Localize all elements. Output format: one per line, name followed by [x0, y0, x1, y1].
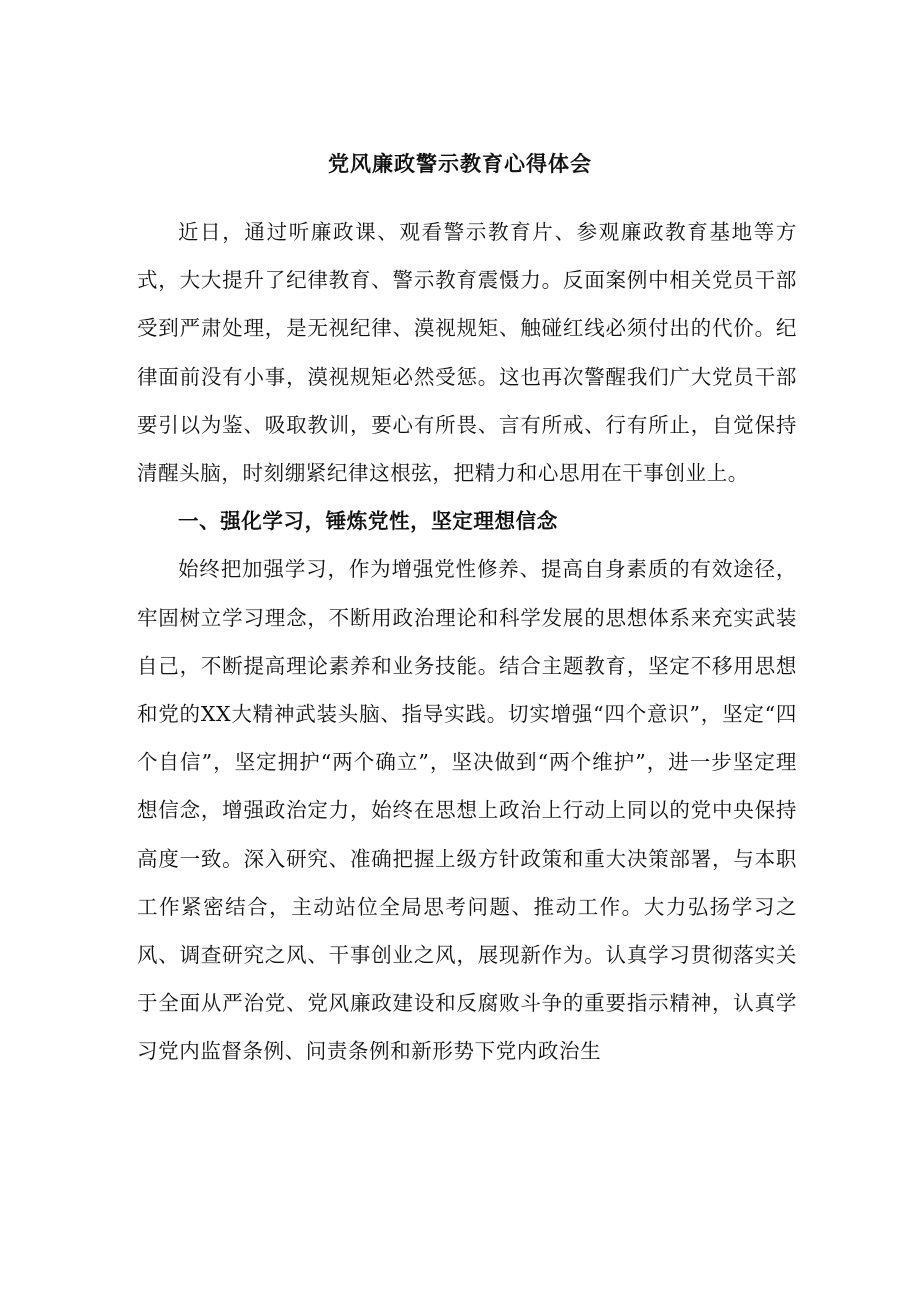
intro-paragraph: 近日，通过听廉政课、观看警示教育片、参观廉政教育基地等方式，大大提升了纪律教育、警示教育震慑力。反面案例中相关党员干部受到严肃处理，是无视纪律、漠视规矩、触碰红线必须付出的代价。纪律面前没有小事，漠视规矩必然受惩。这也再次警醒我们广大党员干部要引以为鉴、吸取教训，要心有所畏、言有所戒、行有所止，自觉保持清醒头脑，时刻绷紧纪律这根弦，把精力和心思用在干事创业上。 [137, 220, 797, 486]
section-1-heading: 一、强化学习，锤炼党性，坚定理想信念 [178, 509, 558, 534]
document-title: 党风廉政警示教育心得体会 [328, 152, 592, 176]
document-body [137, 208, 797, 1076]
section-1-paragraph: 始终把加强学习，作为增强党性修养、提高自身素质的有效途径，牢固树立学习理念，不断用政治理论和科学发展的思想体系来充实武装自己，不断提高理论素养和业务技能。结合主题教育，坚定不移用思想和党的XX大精神武装头脑、指导实践。切实增强“四个意识”，坚定“四个自信”，坚定拥护“两个确立”，坚决做到“两个维护”，进一步坚定理想信念，增强政治定力，始终在思想上政治上行动上同以的党中央保持高度一致。深入研究、准确把握上级方针政策和重大决策部署，与本职工作紧密结合，主动站位全局思考问题、推动工作。大力弘扬学习之风、调查研究之风、干事创业之风，展现新作为。认真学习贯彻落实关于全面从严治党、党风廉政建设和反腐败斗争的重要指示精神，认真学习党内监督条例、问责条例和新形势下党内政治生 [137, 557, 797, 1064]
